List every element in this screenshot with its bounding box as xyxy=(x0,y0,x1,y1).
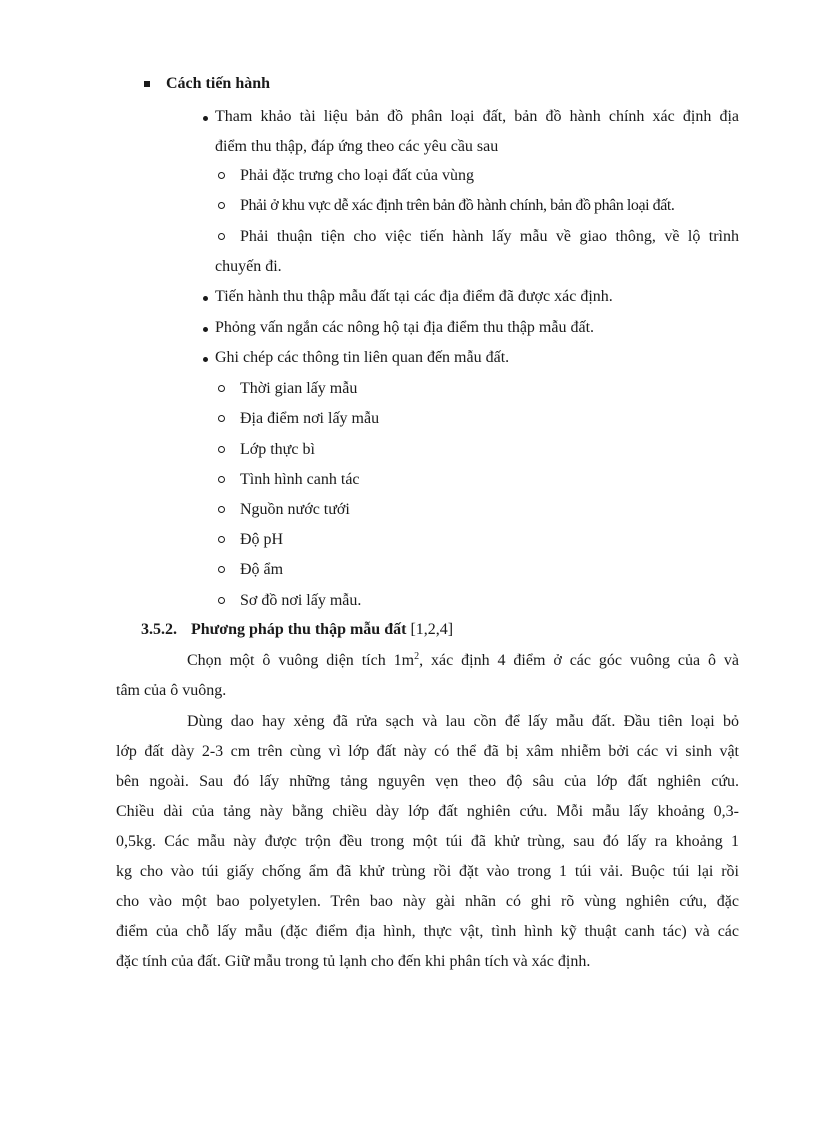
paragraph-2-line: bên ngoài. Sau đó lấy những tảng nguyên vẹn theo độ sâu của lớp đất nghiên cứu. xyxy=(116,773,739,790)
circle-bullet-icon xyxy=(218,415,225,422)
circle-bullet-icon xyxy=(218,446,225,453)
bullet-text: Tiến hành thu thập mẫu đất tại các địa điểm đã được xác định. xyxy=(215,288,613,305)
requirement-item-continued: chuyến đi. xyxy=(215,258,282,275)
subsection-number: 3.5.2. xyxy=(141,621,177,638)
bullet-dot-icon xyxy=(203,327,208,332)
circle-bullet-icon xyxy=(218,233,225,240)
info-item: Thời gian lấy mẫu xyxy=(240,380,358,397)
paragraph-2-line-last: đặc tính của đất. Giữ mẫu trong tủ lạnh cho đến khi phân tích và xác định. xyxy=(116,953,591,970)
circle-bullet-icon xyxy=(218,597,225,604)
bullet-text-continued: điểm thu thập, đáp ứng theo các yêu cầu sau xyxy=(215,138,499,155)
info-item: Lớp thực bì xyxy=(240,441,315,458)
bullet-text: Ghi chép các thông tin liên quan đến mẫu đất. xyxy=(215,349,510,366)
paragraph-1-line-1 xyxy=(187,651,739,671)
section-heading: Cách tiến hành xyxy=(166,75,271,92)
requirement-item: Phải ở khu vực dễ xác định trên bản đồ hành chính, bản đồ phân loại đất. xyxy=(240,197,675,214)
circle-bullet-icon xyxy=(218,566,225,573)
info-item: Nguồn nước tưới xyxy=(240,501,350,518)
circle-bullet-icon xyxy=(218,476,225,483)
paragraph-2-line: Chiều dài của tảng này bằng chiều dày lớp đất nghiên cứu. Mỗi mẫu lấy khoảng 0,3- xyxy=(116,803,739,820)
paragraph-2-line: 0,5kg. Các mẫu này được trộn đều trong một túi đã khử trùng, sau đó lấy ra khoảng 1 xyxy=(116,833,739,850)
info-item: Sơ đồ nơi lấy mẫu. xyxy=(240,592,362,609)
info-item: Độ ẩm xyxy=(240,561,284,578)
info-item: Độ pH xyxy=(240,531,284,548)
bullet-dot-icon xyxy=(203,116,208,121)
p1-text-b: , xác định 4 điểm ở các góc vuông của ô và xyxy=(419,652,740,669)
paragraph-2-line: Dùng dao hay xẻng đã rửa sạch và lau cồn để lấy mẫu đất. Đầu tiên loại bỏ xyxy=(187,713,739,730)
circle-bullet-icon xyxy=(218,172,225,179)
bullet-dot-icon xyxy=(203,296,208,301)
square-bullet-icon xyxy=(144,81,150,87)
paragraph-2-line: kg cho vào túi giấy chống ẩm đã khử trùng rồi đặt vào trong 1 túi vải. Buộc túi lại rồi xyxy=(116,863,739,880)
requirement-item: Phải thuận tiện cho việc tiến hành lấy mẫu về giao thông, về lộ trình xyxy=(240,228,739,245)
circle-bullet-icon xyxy=(218,202,225,209)
subsection-ref: [1,2,4] xyxy=(410,621,454,638)
circle-bullet-icon xyxy=(218,506,225,513)
p1-text-a: Chọn một ô vuông diện tích 1m xyxy=(187,652,415,669)
paragraph-2-line: cho vào một bao polyetylen. Trên bao này gài nhãn có ghi rõ vùng nghiên cứu, đặc xyxy=(116,893,739,910)
info-item: Địa điểm nơi lấy mẫu xyxy=(240,410,380,427)
info-item: Tình hình canh tác xyxy=(240,471,360,488)
subsection-title: Phương pháp thu thập mẫu đất xyxy=(191,621,407,638)
circle-bullet-icon xyxy=(218,536,225,543)
circle-bullet-icon xyxy=(218,385,225,392)
bullet-dot-icon xyxy=(203,357,208,362)
subsection-heading xyxy=(191,620,453,640)
paragraph-2-line: lớp đất dày 2-3 cm trên cùng vì lớp đất này có thể đã bị xâm nhiễm bởi các vi sinh vật xyxy=(116,743,739,760)
superscript-2: 2 xyxy=(414,651,420,662)
bullet-text: Tham khảo tài liệu bản đồ phân loại đất, bản đồ hành chính xác định địa xyxy=(215,108,739,125)
requirement-item: Phải đặc trưng cho loại đất của vùng xyxy=(240,167,474,184)
bullet-text: Phỏng vấn ngắn các nông hộ tại địa điểm thu thập mẫu đất. xyxy=(215,319,595,336)
paragraph-2-line: điểm của chỗ lấy mẫu (đặc điểm địa hình, thực vật, tình hình kỹ thuật canh tác) và các xyxy=(116,923,739,940)
paragraph-1-line-2: tâm của ô vuông. xyxy=(116,682,227,699)
